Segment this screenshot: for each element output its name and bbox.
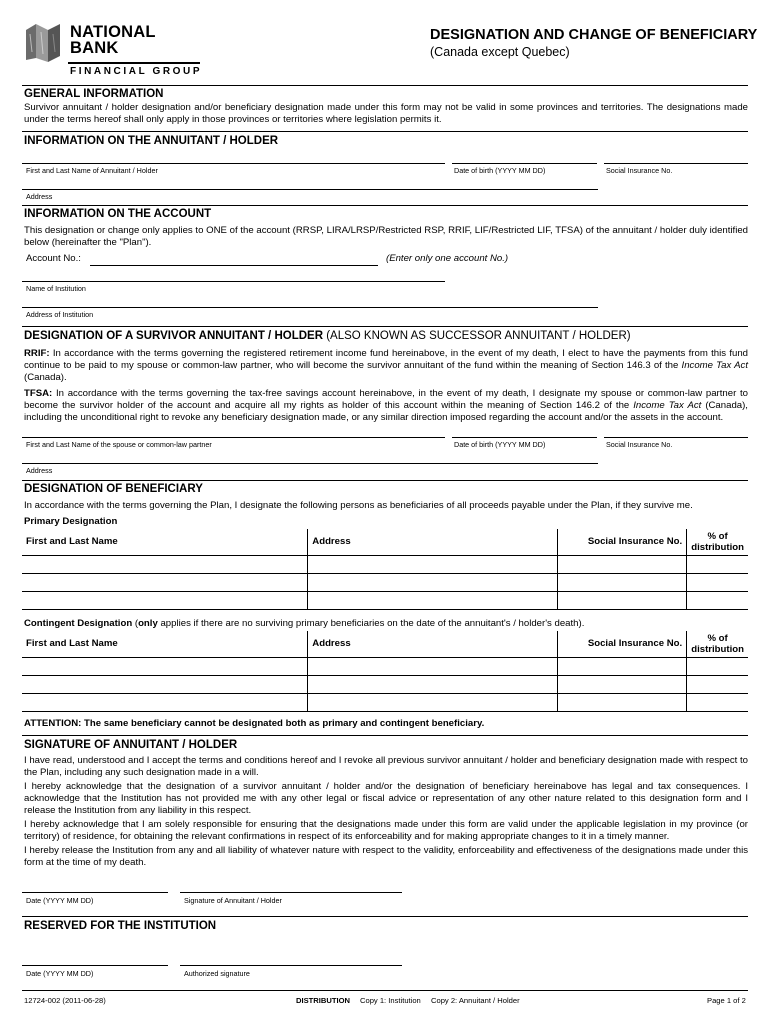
signature-label: Signature of Annuitant / Holder [184, 896, 282, 905]
survivor-heading [24, 330, 631, 342]
cell[interactable] [557, 657, 687, 675]
contingent-open: ( [134, 618, 139, 629]
col-address-header: Address [308, 529, 557, 555]
signature-p3: I hereby acknowledge that I am solely responsible for ensuring that the designations made under this form are valid under the applicable legislation in my province (or territory) of residence, for obtaining the relevant confirmations in respect of its enforceability and for making appropriate changes to it in a timely manner. [24, 819, 748, 842]
survivor-heading-bold: DESIGNATION OF A SURVIVOR ANNUITANT / HOLDER [24, 330, 324, 342]
col-sin-header: Social Insurance No. [557, 631, 687, 657]
col-pct-line2: distribution [691, 541, 744, 553]
cell[interactable] [308, 675, 557, 693]
logo-line2: BANK [70, 39, 119, 57]
primary-table [22, 529, 748, 610]
contingent-table [22, 631, 748, 712]
cell[interactable] [308, 555, 557, 573]
rrif-paragraph [24, 348, 748, 384]
beneficiary-heading: DESIGNATION OF BENEFICIARY [24, 483, 203, 495]
annuitant-address-field[interactable] [22, 189, 598, 190]
cell[interactable] [22, 591, 308, 609]
reserved-date-label: Date (YYYY MM DD) [26, 969, 94, 978]
tfsa-paragraph [24, 388, 748, 424]
tfsa-end: (Canada), including the unconditional right to revoke any beneficiary designation made, or any similar direction imposed regarding the account and/or the assets in the account. [24, 400, 748, 423]
contingent-label-bold: Contingent Designation [24, 618, 133, 629]
page-number: Page 1 of 2 [707, 996, 746, 1005]
account-note: (Enter only one account No.) [386, 253, 509, 264]
cell[interactable] [22, 693, 308, 711]
logo-wordmark [70, 24, 156, 56]
cell[interactable] [22, 573, 308, 591]
annuitant-name-field[interactable] [22, 163, 445, 164]
spouse-sin-field[interactable] [604, 437, 748, 438]
annuitant-heading: INFORMATION ON THE ANNUITANT / HOLDER [24, 135, 279, 147]
page-subtitle: (Canada except Quebec) [430, 45, 570, 59]
table-row[interactable] [22, 675, 748, 693]
account-no-field[interactable] [90, 265, 378, 266]
spouse-name-label: First and Last Name of the spouse or common-law partner [26, 440, 212, 449]
logo-line1: NATIONAL [70, 23, 156, 41]
cell[interactable] [687, 555, 748, 573]
table-row[interactable] [22, 693, 748, 711]
general-text: Survivor annuitant / holder designation and/or beneficiary designation made under this form may not be valid in some provinces and territories. The designations made under the terms hereof shall only apply in those provinces or territories where legislation permits it. [24, 102, 748, 125]
rrif-end: (Canada). [24, 372, 67, 383]
signature-p1: I have read, understood and I accept the terms and conditions hereof and I revoke all previous survivor annuitant / holder and beneficiary designation made with respect to the Plan, including any such designation made in a will. [24, 755, 748, 778]
cell[interactable] [557, 573, 687, 591]
col-sin-header: Social Insurance No. [557, 529, 687, 555]
page-title: DESIGNATION AND CHANGE OF BENEFICIARY [430, 27, 758, 43]
section-divider [22, 735, 748, 736]
rrif-label: RRIF: [24, 348, 50, 359]
cell[interactable] [687, 693, 748, 711]
cell[interactable] [308, 591, 557, 609]
cell[interactable] [557, 555, 687, 573]
cell[interactable] [687, 675, 748, 693]
signature-heading: SIGNATURE OF ANNUITANT / HOLDER [24, 739, 238, 751]
attention-note: ATTENTION: The same beneficiary cannot be designated both as primary and contingent beneficiary. [24, 718, 485, 729]
rrif-text: In accordance with the terms governing the registered retirement income fund hereinabove, in the event of my death, I elect to have the payments from this fund continue to be paid to my spouse or common-law partner, who will become the survivor annuitant of the fund within the meaning of Section 146.3 of the [24, 348, 748, 371]
authorized-signature-label: Authorized signature [184, 969, 250, 978]
col-address-header: Address [308, 631, 557, 657]
primary-label: Primary Designation [24, 516, 118, 527]
spouse-address-label: Address [26, 466, 53, 475]
col-pct-line2: distribution [691, 643, 744, 655]
national-bank-logo-icon [24, 22, 62, 62]
tfsa-text: In accordance with the terms governing the tax-free savings account hereinabove, in the event of my death, I designate my spouse or common-law partner to become the survivor holder of the account and acquire all my rights as holder of this account within the meaning of Section 146.2 of the [24, 388, 749, 411]
col-pct-header [687, 529, 748, 555]
table-row[interactable] [22, 657, 748, 675]
cell[interactable] [308, 693, 557, 711]
institution-name-field[interactable] [22, 281, 445, 282]
signature-p2: I hereby acknowledge that the designation of a survivor annuitant / holder and/or the designation of beneficiary hereinabove has legal and tax consequences. I acknowledge that the Institution has not provided me with any other legal or fiscal advice or representation of any other nature related to this designation form and I release the Institution from any liability in this respect. [24, 781, 748, 816]
institution-address-field[interactable] [22, 307, 598, 308]
reserved-date-field[interactable] [22, 965, 168, 966]
col-name-header: First and Last Name [22, 529, 308, 555]
col-name-header: First and Last Name [22, 631, 308, 657]
cell[interactable] [308, 657, 557, 675]
col-pct-line1: % of [707, 632, 728, 644]
reserved-heading: RESERVED FOR THE INSTITUTION [24, 920, 217, 932]
rrif-act: Income Tax Act [681, 360, 748, 371]
general-heading: GENERAL INFORMATION [24, 88, 164, 100]
authorized-signature-field[interactable] [180, 965, 402, 966]
table-row[interactable] [22, 573, 748, 591]
signature-date-label: Date (YYYY MM DD) [26, 896, 94, 905]
annuitant-dob-field[interactable] [452, 163, 597, 164]
tfsa-label: TFSA: [24, 388, 53, 399]
annuitant-sin-label: Social Insurance No. [606, 166, 673, 175]
signature-date-field[interactable] [22, 892, 168, 893]
cell[interactable] [22, 675, 308, 693]
signature-p4: I hereby release the Institution from any and all liability of whatever nature with respect to the validity, enforceability and effectiveness of the designations made under this form at the time of my death. [24, 845, 748, 868]
annuitant-sin-field[interactable] [604, 163, 748, 164]
contingent-only: only [138, 618, 158, 629]
annuitant-dob-label: Date of birth (YYYY MM DD) [454, 166, 546, 175]
copy1-label: Copy 1: Institution [360, 996, 421, 1005]
signature-field[interactable] [180, 892, 402, 893]
form-number: 12724-002 (2011-06-28) [24, 996, 106, 1005]
cell[interactable] [687, 573, 748, 591]
section-divider [22, 916, 748, 917]
cell[interactable] [557, 675, 687, 693]
cell[interactable] [308, 573, 557, 591]
cell[interactable] [557, 591, 687, 609]
annuitant-name-label: First and Last Name of Annuitant / Holder [26, 166, 158, 175]
spouse-address-field[interactable] [22, 463, 598, 464]
cell[interactable] [687, 657, 748, 675]
contingent-label [24, 618, 584, 629]
institution-address-label: Address of Institution [26, 310, 94, 319]
footer-divider [22, 990, 748, 991]
spouse-sin-label: Social Insurance No. [606, 440, 673, 449]
account-heading: INFORMATION ON THE ACCOUNT [24, 208, 212, 220]
section-divider [22, 326, 748, 327]
cell[interactable] [687, 591, 748, 609]
logo-divider [68, 62, 200, 64]
table-header-row [22, 529, 748, 555]
institution-name-label: Name of Institution [26, 284, 86, 293]
contingent-text: applies if there are no surviving primary beneficiaries on the date of the annuitant's / holder's death). [160, 618, 585, 629]
section-divider [22, 205, 748, 206]
spouse-name-field[interactable] [22, 437, 445, 438]
tfsa-act: Income Tax Act [633, 400, 702, 411]
distribution-label: DISTRIBUTION [296, 996, 350, 1005]
cell[interactable] [22, 657, 308, 675]
table-row[interactable] [22, 591, 748, 609]
copy2-label: Copy 2: Annuitant / Holder [431, 996, 520, 1005]
account-no-label: Account No.: [26, 253, 81, 264]
spouse-dob-label: Date of birth (YYYY MM DD) [454, 440, 546, 449]
cell[interactable] [22, 555, 308, 573]
account-text: This designation or change only applies to ONE of the account (RRSP, LIRA/LRSP/Restricted RSP, RRIF, LIF/Restricted LIF, TFSA) of the annuitant / holder duly identified below (hereinafter the "Plan"). [24, 225, 748, 248]
section-divider [22, 131, 748, 132]
spouse-dob-field[interactable] [452, 437, 597, 438]
beneficiary-text: In accordance with the terms governing the Plan, I designate the following persons as beneficiaries of all proceeds payable under the Plan, if they survive me. [24, 500, 693, 511]
col-pct-header [687, 631, 748, 657]
table-header-row [22, 631, 748, 657]
section-divider [22, 85, 748, 86]
survivor-heading-rest: (ALSO KNOWN AS SUCCESSOR ANNUITANT / HOLDER) [326, 330, 631, 342]
section-divider [22, 480, 748, 481]
table-row[interactable] [22, 555, 748, 573]
logo-group-label: FINANCIAL GROUP [70, 66, 203, 77]
cell[interactable] [557, 693, 687, 711]
annuitant-address-label: Address [26, 192, 53, 201]
col-pct-line1: % of [707, 530, 728, 542]
